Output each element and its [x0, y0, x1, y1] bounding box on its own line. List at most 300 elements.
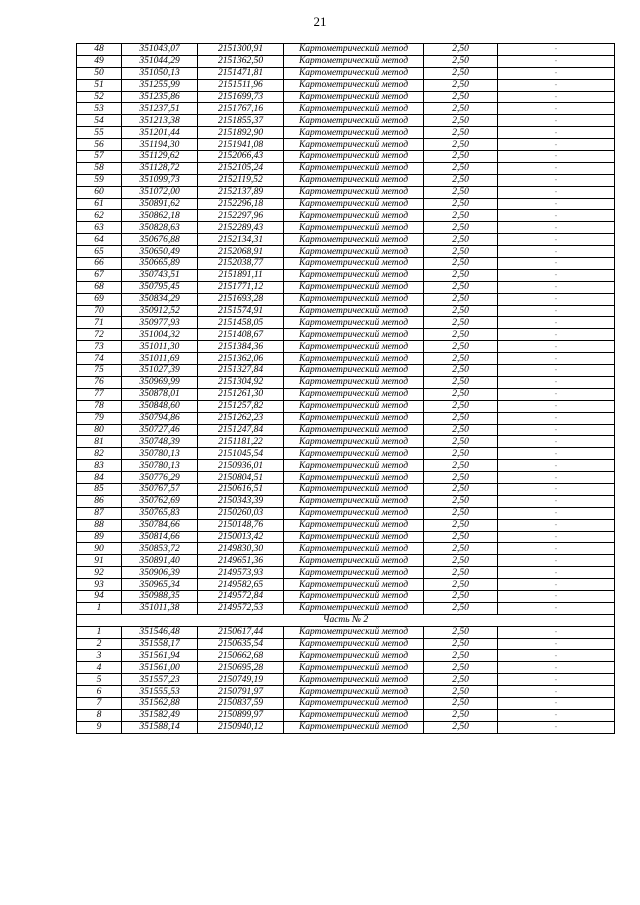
y-coordinate-cell: 2150940,12 [198, 721, 284, 733]
accuracy-cell: 2,50 [424, 376, 498, 388]
extra-cell: - [498, 329, 615, 341]
table-row [77, 198, 615, 210]
extra-cell: - [498, 246, 615, 258]
extra-cell: - [498, 44, 615, 56]
method-cell: Картометрический метод [284, 269, 424, 281]
extra-cell: - [498, 258, 615, 270]
y-coordinate-cell: 2151362,06 [198, 353, 284, 365]
y-coordinate-cell: 2151045,54 [198, 448, 284, 460]
method-cell: Картометрический метод [284, 317, 424, 329]
y-coordinate-cell: 2151941,08 [198, 139, 284, 151]
x-coordinate-cell: 350795,45 [122, 281, 198, 293]
table-row [77, 269, 615, 281]
extra-cell: - [498, 662, 615, 674]
table-row [77, 353, 615, 365]
point-number-cell: 70 [77, 305, 122, 317]
method-cell: Картометрический метод [284, 258, 424, 270]
point-number-cell: 60 [77, 186, 122, 198]
extra-cell: - [498, 103, 615, 115]
x-coordinate-cell: 350650,49 [122, 246, 198, 258]
method-cell: Картометрический метод [284, 697, 424, 709]
method-cell: Картометрический метод [284, 626, 424, 638]
table-row [77, 555, 615, 567]
accuracy-cell: 2,50 [424, 353, 498, 365]
x-coordinate-cell: 351582,49 [122, 709, 198, 721]
y-coordinate-cell: 2149582,65 [198, 579, 284, 591]
x-coordinate-cell: 350891,62 [122, 198, 198, 210]
section-header-row [77, 614, 615, 626]
extra-cell: - [498, 91, 615, 103]
y-coordinate-cell: 2150749,19 [198, 674, 284, 686]
point-number-cell: 87 [77, 507, 122, 519]
table-row [77, 697, 615, 709]
method-cell: Картометрический метод [284, 127, 424, 139]
accuracy-cell: 2,50 [424, 91, 498, 103]
accuracy-cell: 2,50 [424, 543, 498, 555]
accuracy-cell: 2,50 [424, 436, 498, 448]
accuracy-cell: 2,50 [424, 388, 498, 400]
y-coordinate-cell: 2152296,18 [198, 198, 284, 210]
extra-cell: - [498, 67, 615, 79]
x-coordinate-cell: 351072,00 [122, 186, 198, 198]
extra-cell: - [498, 721, 615, 733]
method-cell: Картометрический метод [284, 222, 424, 234]
method-cell: Картометрический метод [284, 67, 424, 79]
x-coordinate-cell: 350814,66 [122, 531, 198, 543]
accuracy-cell: 2,50 [424, 531, 498, 543]
accuracy-cell: 2,50 [424, 448, 498, 460]
accuracy-cell: 2,50 [424, 293, 498, 305]
point-number-cell: 9 [77, 721, 122, 733]
accuracy-cell: 2,50 [424, 44, 498, 56]
point-number-cell: 49 [77, 55, 122, 67]
x-coordinate-cell: 350676,88 [122, 234, 198, 246]
y-coordinate-cell: 2150662,68 [198, 650, 284, 662]
x-coordinate-cell: 350780,13 [122, 460, 198, 472]
method-cell: Картометрический метод [284, 115, 424, 127]
table-row [77, 412, 615, 424]
method-cell: Картометрический метод [284, 483, 424, 495]
point-number-cell: 92 [77, 567, 122, 579]
y-coordinate-cell: 2150343,39 [198, 495, 284, 507]
table-row [77, 186, 615, 198]
x-coordinate-cell: 350988,35 [122, 590, 198, 602]
point-number-cell: 76 [77, 376, 122, 388]
extra-cell: - [498, 234, 615, 246]
point-number-cell: 2 [77, 638, 122, 650]
extra-cell: - [498, 365, 615, 377]
method-cell: Картометрический метод [284, 460, 424, 472]
point-number-cell: 65 [77, 246, 122, 258]
method-cell: Картометрический метод [284, 79, 424, 91]
point-number-cell: 6 [77, 686, 122, 698]
method-cell: Картометрический метод [284, 543, 424, 555]
y-coordinate-cell: 2151574,91 [198, 305, 284, 317]
y-coordinate-cell: 2152137,89 [198, 186, 284, 198]
extra-cell: - [498, 353, 615, 365]
x-coordinate-cell: 350794,86 [122, 412, 198, 424]
accuracy-cell: 2,50 [424, 162, 498, 174]
table-row [77, 67, 615, 79]
accuracy-cell: 2,50 [424, 281, 498, 293]
extra-cell: - [498, 127, 615, 139]
x-coordinate-cell: 351011,30 [122, 341, 198, 353]
point-number-cell: 75 [77, 365, 122, 377]
method-cell: Картометрический метод [284, 436, 424, 448]
point-number-cell: 4 [77, 662, 122, 674]
point-number-cell: 1 [77, 626, 122, 638]
y-coordinate-cell: 2149573,93 [198, 567, 284, 579]
x-coordinate-cell: 350878,01 [122, 388, 198, 400]
table-row [77, 127, 615, 139]
x-coordinate-cell: 350727,46 [122, 424, 198, 436]
method-cell: Картометрический метод [284, 376, 424, 388]
method-cell: Картометрический метод [284, 162, 424, 174]
point-number-cell: 67 [77, 269, 122, 281]
method-cell: Картометрический метод [284, 44, 424, 56]
method-cell: Картометрический метод [284, 234, 424, 246]
accuracy-cell: 2,50 [424, 579, 498, 591]
method-cell: Картометрический метод [284, 151, 424, 163]
table-row [77, 55, 615, 67]
point-number-cell: 54 [77, 115, 122, 127]
coordinates-table-body [77, 44, 615, 734]
method-cell: Картометрический метод [284, 448, 424, 460]
accuracy-cell: 2,50 [424, 305, 498, 317]
x-coordinate-cell: 350906,39 [122, 567, 198, 579]
table-row [77, 400, 615, 412]
x-coordinate-cell: 350912,52 [122, 305, 198, 317]
point-number-cell: 57 [77, 151, 122, 163]
point-number-cell: 69 [77, 293, 122, 305]
point-number-cell: 93 [77, 579, 122, 591]
accuracy-cell: 2,50 [424, 650, 498, 662]
table-row [77, 281, 615, 293]
x-coordinate-cell: 351237,51 [122, 103, 198, 115]
table-row [77, 293, 615, 305]
table-row [77, 365, 615, 377]
point-number-cell: 66 [77, 258, 122, 270]
point-number-cell: 91 [77, 555, 122, 567]
accuracy-cell: 2,50 [424, 341, 498, 353]
x-coordinate-cell: 350848,60 [122, 400, 198, 412]
method-cell: Картометрический метод [284, 519, 424, 531]
accuracy-cell: 2,50 [424, 662, 498, 674]
table-row [77, 79, 615, 91]
x-coordinate-cell: 350862,18 [122, 210, 198, 222]
extra-cell: - [498, 174, 615, 186]
table-row [77, 376, 615, 388]
x-coordinate-cell: 350853,72 [122, 543, 198, 555]
point-number-cell: 88 [77, 519, 122, 531]
accuracy-cell: 2,50 [424, 519, 498, 531]
extra-cell: - [498, 531, 615, 543]
x-coordinate-cell: 351011,69 [122, 353, 198, 365]
table-row [77, 507, 615, 519]
table-row [77, 602, 615, 614]
accuracy-cell: 2,50 [424, 495, 498, 507]
x-coordinate-cell: 351557,23 [122, 674, 198, 686]
accuracy-cell: 2,50 [424, 317, 498, 329]
y-coordinate-cell: 2150804,51 [198, 472, 284, 484]
table-row [77, 162, 615, 174]
accuracy-cell: 2,50 [424, 234, 498, 246]
x-coordinate-cell: 350834,29 [122, 293, 198, 305]
extra-cell: - [498, 460, 615, 472]
y-coordinate-cell: 2151384,36 [198, 341, 284, 353]
table-row [77, 721, 615, 733]
table-row [77, 151, 615, 163]
method-cell: Картометрический метод [284, 186, 424, 198]
method-cell: Картометрический метод [284, 55, 424, 67]
table-row [77, 709, 615, 721]
accuracy-cell: 2,50 [424, 79, 498, 91]
method-cell: Картометрический метод [284, 91, 424, 103]
point-number-cell: 55 [77, 127, 122, 139]
method-cell: Картометрический метод [284, 638, 424, 650]
method-cell: Картометрический метод [284, 650, 424, 662]
point-number-cell: 83 [77, 460, 122, 472]
y-coordinate-cell: 2149572,84 [198, 590, 284, 602]
method-cell: Картометрический метод [284, 590, 424, 602]
x-coordinate-cell: 351128,72 [122, 162, 198, 174]
y-coordinate-cell: 2149830,30 [198, 543, 284, 555]
y-coordinate-cell: 2149651,36 [198, 555, 284, 567]
accuracy-cell: 2,50 [424, 210, 498, 222]
accuracy-cell: 2,50 [424, 507, 498, 519]
y-coordinate-cell: 2150837,59 [198, 697, 284, 709]
method-cell: Картометрический метод [284, 246, 424, 258]
y-coordinate-cell: 2152119,52 [198, 174, 284, 186]
y-coordinate-cell: 2152038,77 [198, 258, 284, 270]
x-coordinate-cell: 351255,99 [122, 79, 198, 91]
y-coordinate-cell: 2150695,28 [198, 662, 284, 674]
extra-cell: - [498, 281, 615, 293]
extra-cell: - [498, 697, 615, 709]
extra-cell: - [498, 412, 615, 424]
table-row [77, 424, 615, 436]
extra-cell: - [498, 198, 615, 210]
extra-cell: - [498, 507, 615, 519]
accuracy-cell: 2,50 [424, 55, 498, 67]
accuracy-cell: 2,50 [424, 567, 498, 579]
y-coordinate-cell: 2152105,24 [198, 162, 284, 174]
point-number-cell: 56 [77, 139, 122, 151]
table-row [77, 460, 615, 472]
x-coordinate-cell: 350969,99 [122, 376, 198, 388]
extra-cell: - [498, 436, 615, 448]
point-number-cell: 62 [77, 210, 122, 222]
table-row [77, 519, 615, 531]
table-row [77, 246, 615, 258]
point-number-cell: 79 [77, 412, 122, 424]
extra-cell: - [498, 519, 615, 531]
table-row [77, 174, 615, 186]
extra-cell: - [498, 638, 615, 650]
y-coordinate-cell: 2150635,54 [198, 638, 284, 650]
y-coordinate-cell: 2151855,37 [198, 115, 284, 127]
x-coordinate-cell: 351546,48 [122, 626, 198, 638]
x-coordinate-cell: 351050,13 [122, 67, 198, 79]
y-coordinate-cell: 2151181,22 [198, 436, 284, 448]
extra-cell: - [498, 305, 615, 317]
accuracy-cell: 2,50 [424, 424, 498, 436]
point-number-cell: 94 [77, 590, 122, 602]
accuracy-cell: 2,50 [424, 709, 498, 721]
x-coordinate-cell: 351561,94 [122, 650, 198, 662]
accuracy-cell: 2,50 [424, 590, 498, 602]
accuracy-cell: 2,50 [424, 555, 498, 567]
y-coordinate-cell: 2151300,91 [198, 44, 284, 56]
x-coordinate-cell: 351129,62 [122, 151, 198, 163]
point-number-cell: 51 [77, 79, 122, 91]
method-cell: Картометрический метод [284, 341, 424, 353]
point-number-cell: 78 [77, 400, 122, 412]
section-title: Часть № 2 [77, 614, 615, 626]
extra-cell: - [498, 55, 615, 67]
table-row [77, 91, 615, 103]
method-cell: Картометрический метод [284, 388, 424, 400]
y-coordinate-cell: 2151693,28 [198, 293, 284, 305]
x-coordinate-cell: 351011,38 [122, 602, 198, 614]
extra-cell: - [498, 151, 615, 163]
accuracy-cell: 2,50 [424, 103, 498, 115]
extra-cell: - [498, 79, 615, 91]
point-number-cell: 72 [77, 329, 122, 341]
y-coordinate-cell: 2151262,23 [198, 412, 284, 424]
method-cell: Картометрический метод [284, 721, 424, 733]
extra-cell: - [498, 650, 615, 662]
table-row [77, 329, 615, 341]
method-cell: Картометрический метод [284, 662, 424, 674]
x-coordinate-cell: 350780,13 [122, 448, 198, 460]
extra-cell: - [498, 709, 615, 721]
y-coordinate-cell: 2151408,67 [198, 329, 284, 341]
x-coordinate-cell: 350748,39 [122, 436, 198, 448]
y-coordinate-cell: 2150936,01 [198, 460, 284, 472]
x-coordinate-cell: 351099,73 [122, 174, 198, 186]
x-coordinate-cell: 350765,83 [122, 507, 198, 519]
extra-cell: - [498, 115, 615, 127]
extra-cell: - [498, 590, 615, 602]
table-row [77, 495, 615, 507]
method-cell: Картометрический метод [284, 424, 424, 436]
accuracy-cell: 2,50 [424, 365, 498, 377]
y-coordinate-cell: 2152066,43 [198, 151, 284, 163]
point-number-cell: 52 [77, 91, 122, 103]
x-coordinate-cell: 350891,40 [122, 555, 198, 567]
method-cell: Картометрический метод [284, 353, 424, 365]
point-number-cell: 61 [77, 198, 122, 210]
point-number-cell: 7 [77, 697, 122, 709]
accuracy-cell: 2,50 [424, 151, 498, 163]
accuracy-cell: 2,50 [424, 174, 498, 186]
point-number-cell: 48 [77, 44, 122, 56]
accuracy-cell: 2,50 [424, 686, 498, 698]
y-coordinate-cell: 2150148,76 [198, 519, 284, 531]
table-row [77, 388, 615, 400]
extra-cell: - [498, 626, 615, 638]
x-coordinate-cell: 350784,66 [122, 519, 198, 531]
method-cell: Картометрический метод [284, 103, 424, 115]
y-coordinate-cell: 2149572,53 [198, 602, 284, 614]
x-coordinate-cell: 350828,63 [122, 222, 198, 234]
extra-cell: - [498, 472, 615, 484]
y-coordinate-cell: 2150260,03 [198, 507, 284, 519]
extra-cell: - [498, 495, 615, 507]
table-row [77, 305, 615, 317]
method-cell: Картометрический метод [284, 507, 424, 519]
y-coordinate-cell: 2151247,84 [198, 424, 284, 436]
extra-cell: - [498, 567, 615, 579]
extra-cell: - [498, 483, 615, 495]
point-number-cell: 80 [77, 424, 122, 436]
table-row [77, 579, 615, 591]
table-row [77, 638, 615, 650]
method-cell: Картометрический метод [284, 293, 424, 305]
coordinates-table [76, 43, 615, 734]
table-row [77, 436, 615, 448]
point-number-cell: 50 [77, 67, 122, 79]
method-cell: Картометрический метод [284, 686, 424, 698]
x-coordinate-cell: 351201,44 [122, 127, 198, 139]
method-cell: Картометрический метод [284, 329, 424, 341]
extra-cell: - [498, 674, 615, 686]
point-number-cell: 89 [77, 531, 122, 543]
method-cell: Картометрический метод [284, 365, 424, 377]
y-coordinate-cell: 2152297,96 [198, 210, 284, 222]
x-coordinate-cell: 350965,34 [122, 579, 198, 591]
x-coordinate-cell: 351235,86 [122, 91, 198, 103]
point-number-cell: 1 [77, 602, 122, 614]
accuracy-cell: 2,50 [424, 269, 498, 281]
extra-cell: - [498, 139, 615, 151]
table-row [77, 103, 615, 115]
accuracy-cell: 2,50 [424, 258, 498, 270]
point-number-cell: 3 [77, 650, 122, 662]
point-number-cell: 8 [77, 709, 122, 721]
method-cell: Картометрический метод [284, 210, 424, 222]
table-row [77, 258, 615, 270]
method-cell: Картометрический метод [284, 198, 424, 210]
method-cell: Картометрический метод [284, 555, 424, 567]
table-row [77, 115, 615, 127]
accuracy-cell: 2,50 [424, 115, 498, 127]
accuracy-cell: 2,50 [424, 472, 498, 484]
x-coordinate-cell: 351043,07 [122, 44, 198, 56]
table-row [77, 590, 615, 602]
x-coordinate-cell: 351562,88 [122, 697, 198, 709]
point-number-cell: 85 [77, 483, 122, 495]
accuracy-cell: 2,50 [424, 460, 498, 472]
method-cell: Картометрический метод [284, 495, 424, 507]
method-cell: Картометрический метод [284, 412, 424, 424]
accuracy-cell: 2,50 [424, 697, 498, 709]
table-row [77, 341, 615, 353]
method-cell: Картометрический метод [284, 579, 424, 591]
accuracy-cell: 2,50 [424, 400, 498, 412]
extra-cell: - [498, 293, 615, 305]
table-row [77, 650, 615, 662]
accuracy-cell: 2,50 [424, 198, 498, 210]
table-row [77, 234, 615, 246]
x-coordinate-cell: 351044,29 [122, 55, 198, 67]
x-coordinate-cell: 350767,57 [122, 483, 198, 495]
extra-cell: - [498, 269, 615, 281]
y-coordinate-cell: 2152134,31 [198, 234, 284, 246]
y-coordinate-cell: 2150899,97 [198, 709, 284, 721]
x-coordinate-cell: 350665,89 [122, 258, 198, 270]
